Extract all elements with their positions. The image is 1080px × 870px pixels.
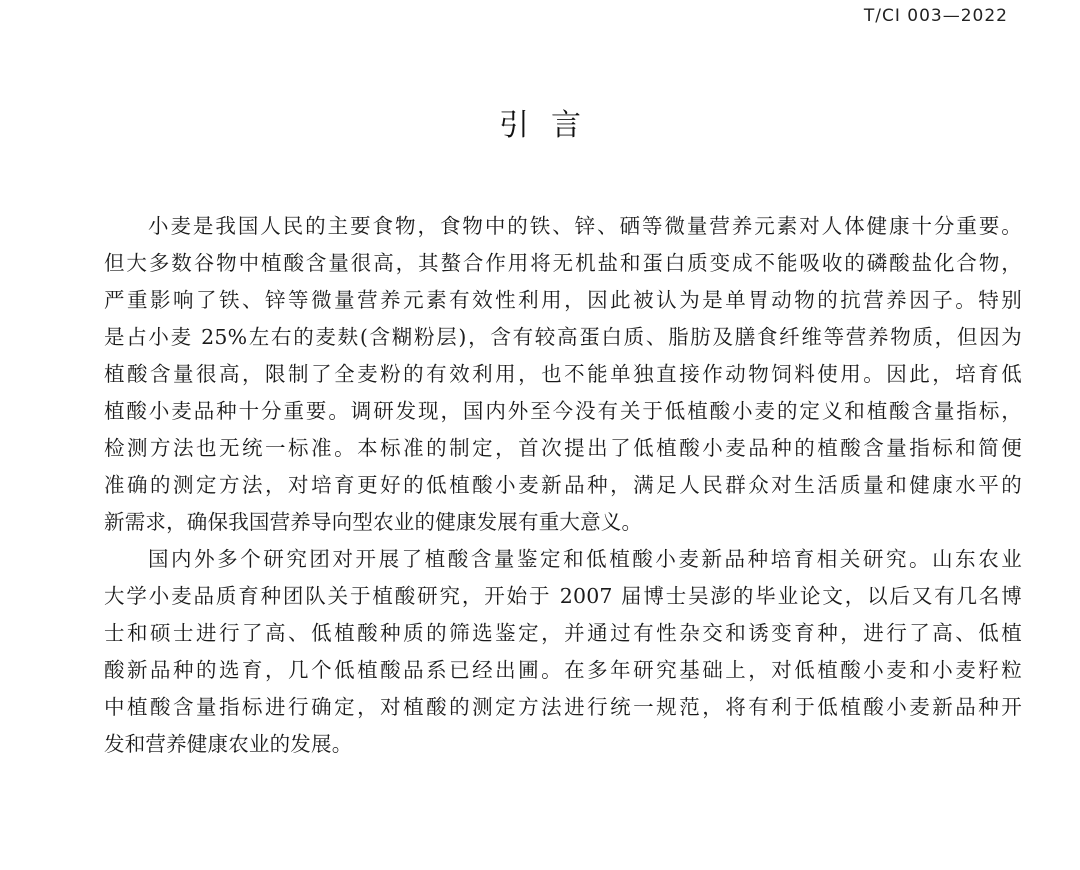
paragraph-line: 严重影响了铁、锌等微量营养元素有效性利用，因此被认为是单胃动物的抗营养因子。特别 bbox=[104, 288, 1022, 312]
section-title: 引言 bbox=[499, 108, 603, 143]
paragraph-line: 中植酸含量指标进行确定，对植酸的测定方法进行统一规范，将有利于低植酸小麦新品种开 bbox=[104, 695, 1022, 719]
paragraph-line: 植酸小麦品种十分重要。调研发现，国内外至今没有关于低植酸小麦的定义和植酸含量指标， bbox=[104, 399, 1022, 423]
paragraph-line: 是占小麦 25%左右的麦麸(含糊粉层)，含有较高蛋白质、脂肪及膳食纤维等营养物质，但因为 bbox=[104, 325, 1022, 349]
paragraph-line: 检测方法也无统一标准。本标准的制定，首次提出了低植酸小麦品种的植酸含量指标和简便 bbox=[104, 436, 1022, 460]
paragraph-line: 国内外多个研究团对开展了植酸含量鉴定和低植酸小麦新品种培育相关研究。山东农业 bbox=[148, 547, 1022, 571]
paragraph-line: 士和硕士进行了高、低植酸种质的筛选鉴定，并通过有性杂交和诱变育种，进行了高、低植 bbox=[104, 621, 1022, 645]
paragraph-line: 大学小麦品质育种团队关于植酸研究，开始于 2007 届博士吴澎的毕业论文，以后又有几名博 bbox=[104, 584, 1022, 608]
paragraph-1 bbox=[104, 208, 1022, 541]
body-text bbox=[104, 208, 1022, 763]
paragraph-2 bbox=[104, 541, 1022, 763]
paragraph-line: 但大多数谷物中植酸含量很高，其螯合作用将无机盐和蛋白质变成不能吸收的磷酸盐化合物， bbox=[104, 251, 1022, 275]
paragraph-line: 酸新品种的选育，几个低植酸品系已经出圃。在多年研究基础上，对低植酸小麦和小麦籽粒 bbox=[104, 658, 1022, 682]
paragraph-line: 准确的测定方法，对培育更好的低植酸小麦新品种，满足人民群众对生活质量和健康水平的 bbox=[104, 473, 1022, 497]
paragraph-line: 发和营养健康农业的发展。 bbox=[104, 732, 353, 756]
paragraph-line: 植酸含量很高，限制了全麦粉的有效利用，也不能单独直接作动物饲料使用。因此，培育低 bbox=[104, 362, 1022, 386]
document-code: T/CI 003—2022 bbox=[863, 6, 1008, 26]
paragraph-line: 新需求，确保我国营养导向型农业的健康发展有重大意义。 bbox=[104, 510, 643, 534]
paragraph-line: 小麦是我国人民的主要食物，食物中的铁、锌、硒等微量营养元素对人体健康十分重要。 bbox=[148, 214, 1022, 238]
